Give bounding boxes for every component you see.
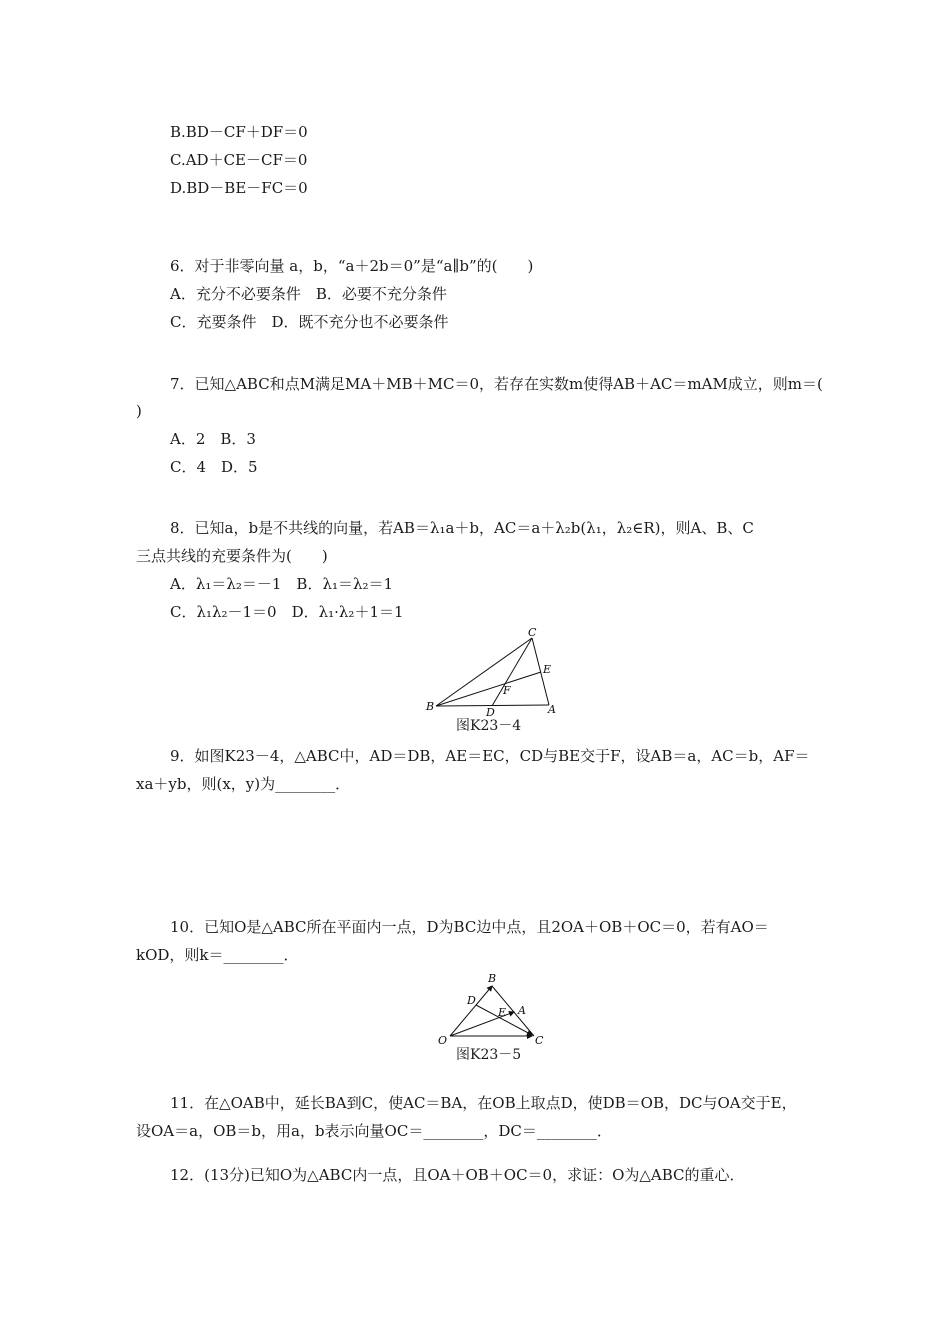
figure-k23-5-caption: 图K23－5 <box>456 1047 522 1063</box>
q6-options-ab: A．充分不必要条件 B．必要不充分条件 <box>170 285 447 303</box>
figure-k23-5 <box>434 970 554 1050</box>
q8-options-cd: C．λ₁λ₂－1＝0 D．λ₁·λ₂＋1＝1 <box>170 603 404 621</box>
q7-stem-line1: 7．已知△ABC和点M满足MA＋MB＋MC＝0，若存在实数m使得AB＋AC＝mAM成立，则m＝( <box>170 375 823 393</box>
figure-k23-4-caption: 图K23－4 <box>456 718 522 734</box>
label-b: B <box>488 972 497 985</box>
label-o: O <box>438 1034 448 1047</box>
segment-cd <box>492 638 532 706</box>
label-c: C <box>535 1034 544 1047</box>
label-a: A <box>518 1004 526 1017</box>
q10-stem-line2: kOD，则k＝________． <box>136 946 299 964</box>
label-a: A <box>548 703 556 716</box>
q6-stem: 6．对于非零向量 a，b，“a＋2b＝0”是“a∥b”的( ) <box>170 257 534 275</box>
q9-stem-line1: 9．如图K23－4，△ABC中，AD＝DB，AE＝EC，CD与BE交于F，设AB＝a，AC＝b，AF＝ <box>170 747 810 765</box>
q7-stem-line2: ) <box>136 402 142 420</box>
q6-options-cd: C．充要条件 D．既不充分也不必要条件 <box>170 313 449 331</box>
q11-stem-line2: 设OA＝a，OB＝b，用a，b表示向量OC＝________，DC＝________． <box>136 1122 612 1140</box>
segment-bc <box>436 638 532 706</box>
label-e: E <box>498 1006 507 1019</box>
label-f: F <box>503 684 511 697</box>
q8-options-ab: A．λ₁＝λ₂＝－1 B．λ₁＝λ₂＝1 <box>170 575 394 593</box>
segment-be <box>436 672 541 706</box>
q5-option-c: C.AD＋CE－CF＝0 <box>170 151 308 169</box>
q9-stem-line2: xa＋yb，则(x，y)为________． <box>136 775 351 793</box>
q7-options-cd: C．4 D．5 <box>170 458 258 476</box>
q8-stem-line1: 8．已知a，b是不共线的向量，若AB＝λ₁a＋b，AC＝a＋λ₂b(λ₁，λ₂∈R)，则A、B、C <box>170 519 754 537</box>
q5-option-d: D.BD－BE－FC＝0 <box>170 179 308 197</box>
q12-stem: 12．(13分)已知O为△ABC内一点，且OA＋OB＋OC＝0，求证：O为△ABC的重心． <box>170 1166 745 1184</box>
figure-k23-4 <box>420 626 570 718</box>
q11-stem-line1: 11．在△OAB中，延长BA到C，使AC＝BA，在OB上取点D，使DB＝OB，DC与OA交于E， <box>170 1094 797 1112</box>
label-c: C <box>528 626 537 639</box>
label-d: D <box>486 706 495 718</box>
q7-options-ab: A．2 B．3 <box>170 430 256 448</box>
q10-stem-line1: 10．已知O是△ABC所在平面内一点，D为BC边中点，且2OA＋OB＋OC＝0，若有AO＝ <box>170 918 769 936</box>
q8-stem-line2: 三点共线的充要条件为( ) <box>136 547 328 565</box>
q5-option-b: B.BD－CF＋DF＝0 <box>170 123 308 141</box>
label-b: B <box>426 700 435 713</box>
label-e: E <box>543 663 552 676</box>
label-d: D <box>467 994 476 1007</box>
